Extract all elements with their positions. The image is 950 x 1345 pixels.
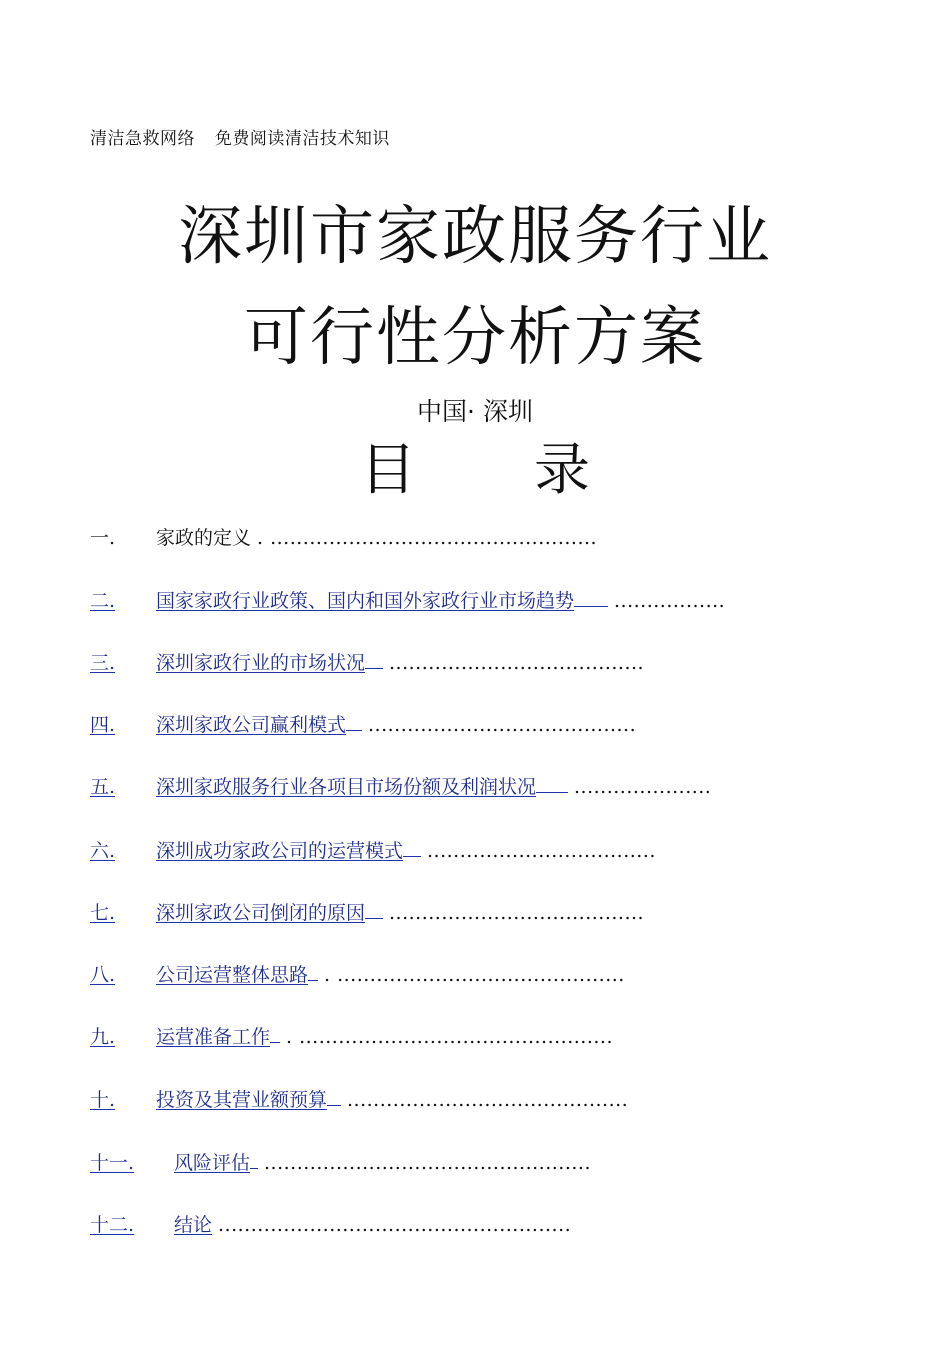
toc-entry-number[interactable]: 七. [90, 902, 116, 924]
header-note-site: 清洁急救网络 [90, 129, 195, 149]
document-title-line1: 深圳市家政服务行业 [178, 200, 772, 274]
toc-entry-leader: ................................... [427, 840, 656, 862]
toc-entry-leader: . .................................................. [257, 527, 598, 549]
link-underline-pad [403, 855, 421, 857]
toc-entry-title-link[interactable]: 深圳家政公司倒闭的原因 [156, 902, 366, 924]
toc-heading-char-2: 录 [534, 438, 590, 503]
toc-entry-number[interactable]: 四. [90, 714, 116, 736]
toc-entry-leader: ....................................... [389, 652, 645, 674]
toc-entry-leader: .................................................. [264, 1152, 591, 1174]
toc-entry-leader: ...................................................... [218, 1214, 572, 1236]
toc-entry-number[interactable]: 九. [90, 1026, 116, 1048]
toc-entry-number[interactable]: 十二. [90, 1214, 135, 1236]
toc-entry-7[interactable] [90, 901, 644, 925]
toc-entry-title-link[interactable]: 深圳家政服务行业各项目市场份额及利润状况 [156, 776, 537, 798]
toc-entry-10[interactable] [90, 1088, 628, 1112]
toc-entry-title-link[interactable]: 运营准备工作 [156, 1026, 271, 1048]
toc-entry-title-link[interactable]: 深圳家政行业的市场状况 [156, 652, 366, 674]
toc-heading [360, 438, 590, 503]
link-underline-pad [365, 917, 383, 919]
toc-entry-title-link[interactable]: 国家家政行业政策、国内和国外家政行业市场趋势 [156, 590, 575, 612]
toc-entry-title-link[interactable]: 投资及其营业额预算 [156, 1089, 328, 1111]
toc-entry-number[interactable]: 十一. [90, 1152, 135, 1174]
toc-entry-leader: . ............................................ [324, 964, 625, 986]
toc-entry-leader: ..................... [574, 776, 712, 798]
toc-entry-number[interactable]: 十. [90, 1089, 116, 1111]
toc-entry-2[interactable] [90, 589, 725, 613]
toc-entry-number[interactable]: 六. [90, 840, 116, 862]
link-underline-pad [250, 1167, 258, 1169]
toc-entry-6[interactable] [90, 839, 656, 863]
toc-entry-title-link[interactable]: 深圳家政公司赢利模式 [156, 714, 347, 736]
toc-entry-3[interactable] [90, 651, 644, 675]
document-location: 中国· 深圳 [417, 397, 533, 426]
link-underline-pad [365, 667, 383, 669]
toc-entry-title-link[interactable]: 结论 [174, 1214, 213, 1236]
header-note-tagline: 免费阅读清洁技术知识 [214, 129, 390, 149]
toc-entry-9[interactable] [90, 1025, 613, 1049]
toc-entry-1 [90, 526, 597, 550]
link-underline-pad [270, 1041, 280, 1043]
toc-entry-leader: ....................................... [389, 902, 645, 924]
toc-entry-leader: ................. [614, 590, 726, 612]
toc-entry-number[interactable]: 五. [90, 776, 116, 798]
document-title-line2: 可行性分析方案 [244, 301, 706, 375]
toc-entry-number[interactable]: 二. [90, 590, 116, 612]
toc-entry-leader: . ................................................ [286, 1026, 613, 1048]
link-underline-pad [346, 729, 362, 731]
toc-entry-title-link[interactable]: 风险评估 [174, 1152, 251, 1174]
toc-entry-8[interactable] [90, 963, 625, 987]
toc-entry-number[interactable]: 三. [90, 652, 116, 674]
toc-entry-11[interactable] [90, 1151, 591, 1175]
toc-entry-5[interactable] [90, 775, 711, 799]
link-underline-pad [327, 1104, 341, 1106]
link-underline-pad [574, 605, 608, 607]
toc-entry-12[interactable] [90, 1213, 571, 1237]
toc-entry-number: 一. [90, 527, 116, 549]
toc-heading-char-1: 目 [360, 438, 416, 503]
toc-entry-4[interactable] [90, 713, 636, 737]
header-note [90, 124, 404, 149]
toc-entry-number[interactable]: 八. [90, 964, 116, 986]
toc-entry-leader: ......................................... [368, 714, 637, 736]
link-underline-pad [308, 979, 318, 981]
link-underline-pad [536, 791, 568, 793]
toc-entry-title-link[interactable]: 深圳成功家政公司的运营模式 [156, 840, 404, 862]
toc-entry-leader: ........................................... [347, 1089, 629, 1111]
toc-entry-title: 家政的定义 [156, 527, 252, 549]
toc-entry-title-link[interactable]: 公司运营整体思路 [156, 964, 309, 986]
